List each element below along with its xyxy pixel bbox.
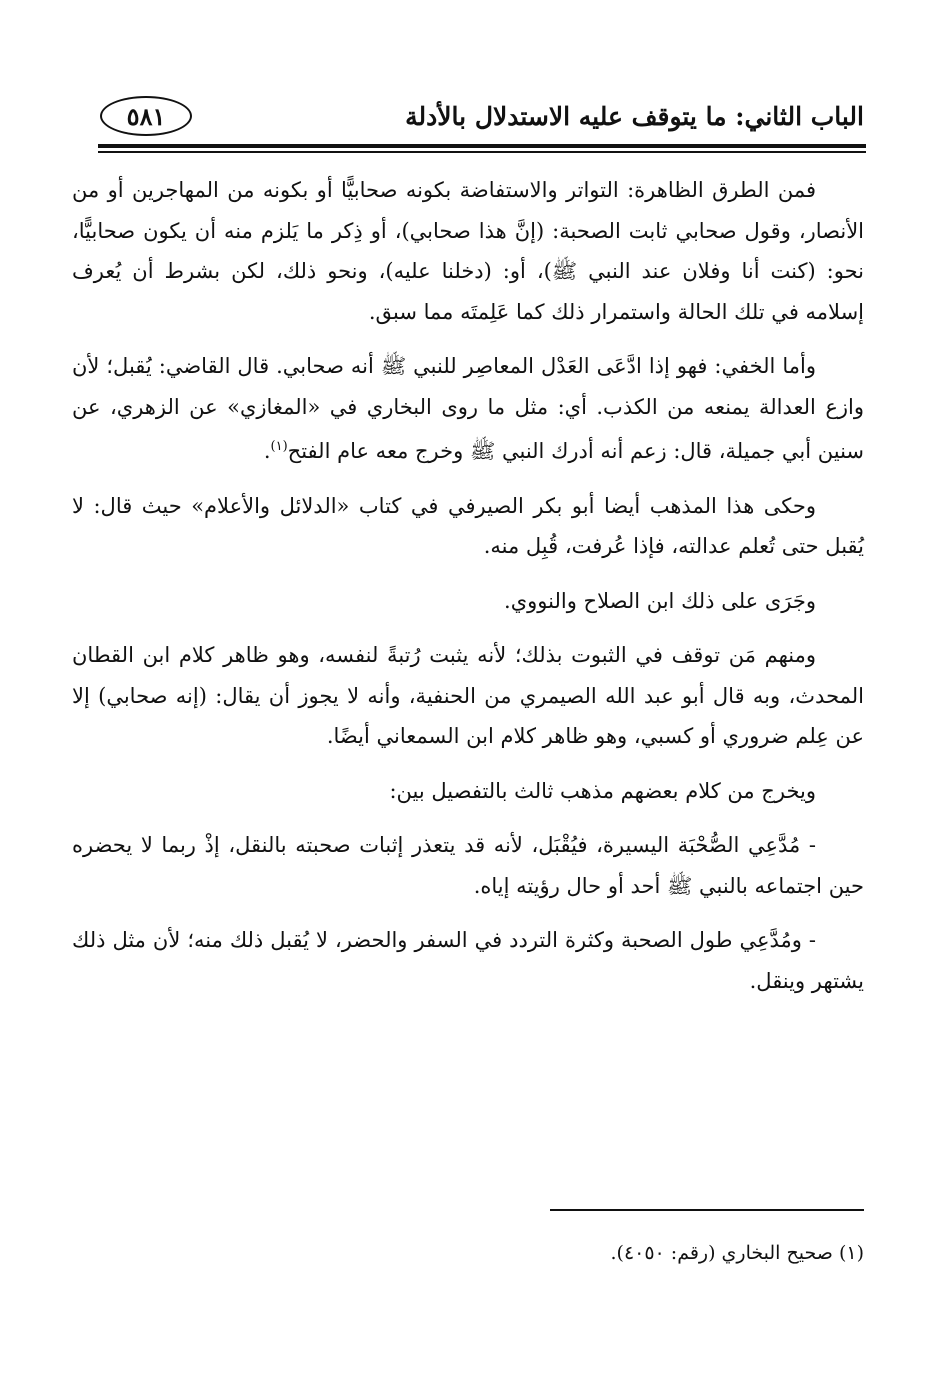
list-item: - ومُدَّعِي طول الصحبة وكثرة التردد في السفر والحضر، لا يُقبل ذلك منه؛ لأن مثل ذلك يشتهر وينقل. (72, 928, 864, 993)
paragraph-text: وأما الخفي: فهو إذا ادَّعَى العَدْل المعاصِر للنبي ﷺ أنه صحابي. قال القاضي: يُقبل؛ لأن وازع العدالة يمنعه من الكذب. أي: مثل ما روى البخاري في «المغازي» عن الزهري، عن سنين أبي جميلة، قال: زعم أنه أدرك النبي ﷺ وخرج معه عام الفتح (72, 354, 864, 463)
paragraph: وجَرَى على ذلك ابن الصلاح والنووي. (504, 588, 816, 613)
footnote-item: (١) صحيح البخاري (رقم: ٤٠٥٠). (610, 1242, 864, 1264)
paragraph: فمن الطرق الظاهرة: التواتر والاستفاضة بكونه صحابيًّا أو بكونه من المهاجرين أو من الأنصار، وقول صحابي ثابت الصحبة: (إنَّ هذا صحابي)، أو ذِكر ما يَلزم منه أن يكون صحابيًّا، نحو: (كنت أنا وفلان عند النبي ﷺ)، أو: (دخلنا عليه)، ونحو ذلك، لكن بشرط أن يُعرف إسلامه في تلك الحالة واستمرار ذلك كما عَلِمتَه مما سبق. (72, 178, 864, 324)
footnote-separator (550, 1209, 864, 1211)
paragraph: ويخرج من كلام بعضهم مذهب ثالث بالتفصيل بين: (389, 778, 816, 803)
page-header (100, 92, 864, 140)
header-rule-thick (98, 144, 866, 148)
page-number: ٥٨١ (100, 96, 192, 136)
paragraph (72, 346, 864, 472)
footnotes (72, 1238, 864, 1268)
header-rule (98, 144, 866, 153)
header-rule-thin (98, 151, 866, 153)
paragraph-end-period: . (263, 439, 271, 463)
body-text (72, 170, 864, 1015)
list-item: - مُدَّعِي الصُّحْبَة اليسيرة، فيُقْبَل، لأنه قد يتعذر إثبات صحبته بالنقل، إذْ ربما لا يحضره حين اجتماعه بالنبي ﷺ أحد أو حال رؤيته إياه. (72, 833, 864, 898)
footnote-marker[interactable]: (١) (270, 439, 288, 454)
paragraph: ومنهم مَن توقف في الثبوت بذلك؛ لأنه يثبت رُتبةً لنفسه، وهو ظاهر كلام ابن القطان المحدث، وبه قال أبو عبد الله الصيمري من الحنفية، وأنه لا يجوز أن يقال: (إنه صحابي) إلا عن عِلم ضروري أو كسبي، وهو ظاهر كلام ابن السمعاني أيضًا. (72, 643, 864, 748)
chapter-title: الباب الثاني: ما يتوقف عليه الاستدلال بالأدلة (405, 101, 864, 131)
paragraph: وحكى هذا المذهب أيضا أبو بكر الصيرفي في كتاب «الدلائل والأعلام» حيث قال: لا يُقبل حتى تُعلم عدالته، فإذا عُرفت، قُبِل منه. (72, 493, 864, 558)
